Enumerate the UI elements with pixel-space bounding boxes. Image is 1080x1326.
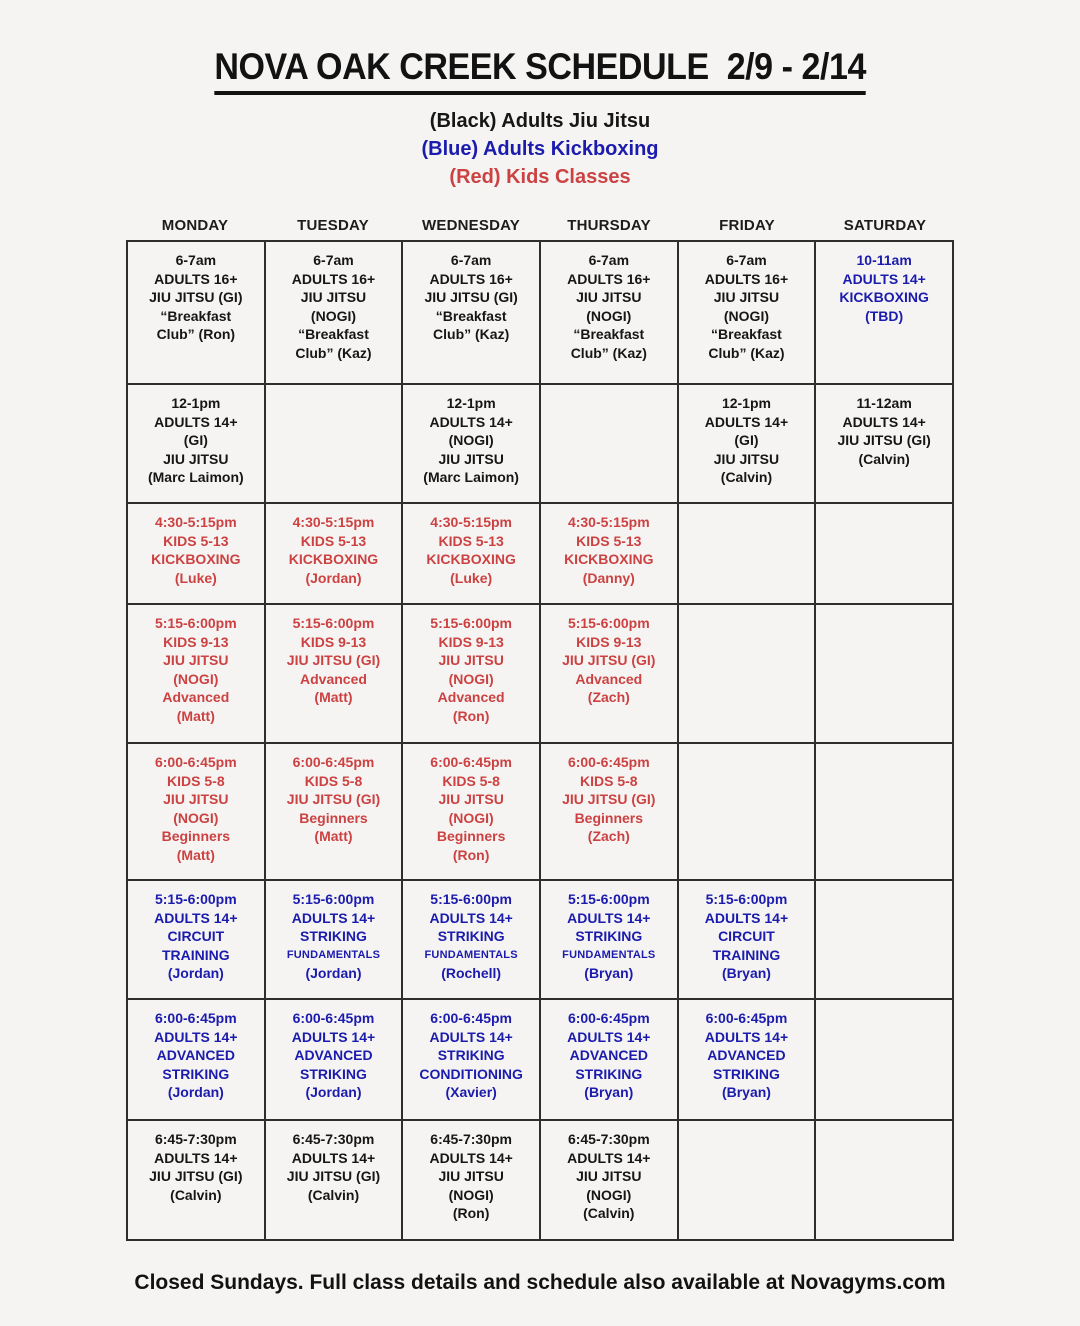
- empty-cell: [815, 999, 953, 1120]
- class-line: JIU JITSU: [163, 450, 229, 467]
- empty-cell: [265, 384, 403, 503]
- class-line: KIDS 5-8: [304, 772, 363, 789]
- class-line: FUNDAMENTALS: [286, 948, 381, 961]
- class-line: ADVANCED: [569, 1047, 648, 1063]
- class-line: (Bryan): [721, 1084, 771, 1100]
- class-line: JIU JITSU: [576, 289, 642, 305]
- class-line: KIDS 5-13: [300, 532, 367, 549]
- class-line: (Zach): [587, 689, 630, 705]
- class-line: STRIKING: [575, 1065, 643, 1082]
- class-line: (Xavier): [445, 1084, 497, 1100]
- class-cell: [678, 384, 816, 503]
- class-line: (Matt): [314, 828, 353, 844]
- class-line: 6:00-6:45pm: [705, 1010, 788, 1026]
- class-cell: [678, 241, 816, 384]
- class-line: ADULTS 14+: [429, 413, 513, 430]
- class-line: 6:00-6:45pm: [154, 1010, 237, 1026]
- class-line: Beginners: [436, 828, 506, 844]
- empty-cell: [678, 1120, 816, 1240]
- class-line: (Jordan): [305, 965, 362, 981]
- class-line: JIU JITSU (GI): [837, 432, 931, 448]
- class-line: (Bryan): [721, 965, 771, 981]
- class-line: ADULTS 14+: [154, 1028, 238, 1045]
- class-cell: [265, 880, 403, 999]
- class-cell: [540, 604, 678, 743]
- class-line: JIU JITSU (GI): [149, 1168, 243, 1184]
- class-cell: [402, 241, 540, 384]
- class-line: ADULTS 14+: [154, 1149, 238, 1166]
- legend: [0, 107, 1080, 191]
- schedule-row: [127, 1120, 953, 1240]
- class-line: JIU JITSU: [438, 652, 504, 668]
- class-cell: [127, 384, 265, 503]
- class-line: JIU JITSU: [163, 791, 229, 807]
- class-line: (NOGI): [173, 809, 219, 826]
- class-line: 6-7am: [588, 252, 630, 268]
- class-line: 6:00-6:45pm: [567, 754, 650, 770]
- class-cell: [265, 604, 403, 743]
- class-line: 5:15-6:00pm: [567, 891, 650, 907]
- schedule-row: [127, 880, 953, 999]
- class-line: STRIKING: [300, 1065, 367, 1082]
- day-label-saturday: SATURDAY: [843, 217, 927, 234]
- class-line: JIU JITSU: [576, 1168, 642, 1184]
- class-line: (NOGI): [448, 432, 494, 448]
- class-line: 5:15-6:00pm: [567, 615, 650, 631]
- class-line: 5:15-6:00pm: [705, 891, 788, 907]
- class-line: (NOGI): [448, 670, 494, 687]
- class-line: Advanced: [575, 670, 643, 687]
- class-line: “Breakfast: [160, 307, 232, 324]
- class-line: 6:45-7:30pm: [154, 1131, 237, 1147]
- class-cell: [815, 384, 953, 503]
- class-line: 6:00-6:45pm: [154, 754, 237, 770]
- empty-cell: [815, 1120, 953, 1240]
- class-line: KIDS 5-8: [442, 772, 500, 789]
- schedule-row: [127, 999, 953, 1120]
- class-line: JIU JITSU: [438, 791, 504, 807]
- class-line: 5:15-6:00pm: [292, 615, 375, 631]
- class-line: TRAINING: [161, 946, 230, 963]
- class-cell: [265, 503, 403, 604]
- class-line: STRIKING: [713, 1065, 780, 1082]
- class-line: ADULTS 14+: [842, 270, 926, 287]
- class-line: JIU JITSU: [300, 289, 367, 305]
- class-line: 5:15-6:00pm: [430, 615, 512, 631]
- class-line: (Jordan): [167, 1084, 224, 1100]
- class-line: ADULTS 14+: [842, 413, 926, 430]
- class-cell: [265, 999, 403, 1120]
- class-line: ADULTS 16+: [154, 270, 238, 287]
- class-line: (Zach): [587, 828, 630, 844]
- class-line: FUNDAMENTALS: [424, 948, 518, 961]
- class-cell: [127, 241, 265, 384]
- class-line: 6:45-7:30pm: [430, 1131, 512, 1147]
- schedule-row: [127, 604, 953, 743]
- day-label-tuesday: TUESDAY: [297, 217, 369, 234]
- class-line: “Breakfast: [573, 326, 645, 342]
- class-line: Club” (Kaz): [570, 344, 647, 361]
- class-line: KIDS 9-13: [438, 633, 504, 650]
- class-line: (Calvin): [170, 1186, 222, 1203]
- class-line: Club” (Ron): [156, 326, 236, 342]
- class-line: KICKBOXING: [839, 289, 929, 305]
- class-line: JIU JITSU (GI): [562, 791, 656, 807]
- class-line: Advanced: [162, 689, 230, 705]
- class-line: 6:45-7:30pm: [567, 1131, 650, 1147]
- class-cell: [402, 604, 540, 743]
- day-label-wednesday: WEDNESDAY: [422, 217, 520, 234]
- class-line: 4:30-5:15pm: [154, 514, 237, 530]
- class-line: ADULTS 14+: [567, 1149, 651, 1166]
- class-line: (NOGI): [448, 1186, 494, 1203]
- class-cell: [540, 503, 678, 604]
- class-line: KIDS 5-13: [163, 532, 229, 549]
- class-line: 10-11am: [856, 252, 912, 268]
- class-line: ADULTS 14+: [704, 413, 789, 430]
- class-cell: [402, 743, 540, 880]
- class-line: (Rochell): [441, 965, 502, 981]
- class-line: ADULTS 16+: [567, 270, 651, 287]
- class-cell: [127, 503, 265, 604]
- class-line: KIDS 5-13: [576, 532, 642, 549]
- class-line: (Jordan): [167, 965, 224, 981]
- class-line: Advanced: [437, 689, 505, 705]
- class-cell: [402, 1120, 540, 1240]
- class-line: “Breakfast: [298, 326, 369, 342]
- class-line: JIU JITSU: [163, 652, 229, 668]
- class-cell: [402, 384, 540, 503]
- class-cell: [540, 880, 678, 999]
- schedule-row: [127, 743, 953, 880]
- class-line: STRIKING: [575, 928, 643, 944]
- class-line: Club” (Kaz): [433, 326, 510, 342]
- title-wrap: [0, 46, 1080, 95]
- class-line: CONDITIONING: [419, 1065, 523, 1082]
- class-line: KICKBOXING: [564, 551, 654, 567]
- schedule-row: [127, 384, 953, 503]
- class-line: STRIKING: [162, 1065, 230, 1082]
- class-line: (Ron): [452, 846, 490, 863]
- class-line: 4:30-5:15pm: [292, 514, 375, 530]
- class-cell: [127, 743, 265, 880]
- class-line: KIDS 9-13: [163, 633, 229, 650]
- class-line: ADULTS 14+: [704, 909, 789, 926]
- class-line: “Breakfast: [711, 326, 782, 342]
- class-line: KIDS 5-8: [167, 772, 225, 789]
- class-line: JIU JITSU (GI): [286, 791, 381, 807]
- class-line: STRIKING: [300, 928, 367, 944]
- class-line: (Matt): [314, 689, 353, 705]
- class-line: ADVANCED: [156, 1047, 235, 1063]
- class-line: 6-7am: [726, 252, 767, 268]
- class-line: KIDS 9-13: [300, 633, 367, 650]
- class-line: 6:00-6:45pm: [292, 1010, 375, 1026]
- class-line: ADULTS 14+: [429, 909, 513, 926]
- class-line: (Bryan): [584, 965, 634, 981]
- class-line: (NOGI): [723, 307, 769, 324]
- class-line: “Breakfast: [435, 307, 507, 324]
- class-line: (NOGI): [586, 1186, 632, 1203]
- class-line: (Marc Laimon): [423, 469, 519, 485]
- class-line: STRIKING: [437, 1047, 505, 1063]
- day-header-row: [126, 217, 954, 240]
- class-line: JIU JITSU (GI): [286, 652, 381, 668]
- class-cell: [815, 241, 953, 384]
- class-line: 5:15-6:00pm: [430, 891, 512, 907]
- class-line: ADULTS 16+: [429, 270, 513, 287]
- class-line: (NOGI): [448, 809, 494, 826]
- empty-cell: [815, 743, 953, 880]
- class-line: 6:00-6:45pm: [430, 754, 512, 770]
- class-line: 6:00-6:45pm: [430, 1010, 512, 1026]
- class-line: JIU JITSU: [713, 450, 780, 467]
- class-line: (Ron): [452, 707, 490, 724]
- class-line: Beginners: [299, 809, 368, 826]
- class-line: (Jordan): [305, 569, 362, 586]
- class-cell: [402, 999, 540, 1120]
- class-line: ADULTS 14+: [154, 909, 238, 926]
- legend-item-kids-classes: (Red) Kids Classes: [449, 166, 631, 188]
- class-line: ADULTS 14+: [291, 1149, 376, 1166]
- empty-cell: [678, 743, 816, 880]
- schedule-poster: [0, 46, 1080, 1326]
- class-cell: [127, 999, 265, 1120]
- class-line: JIU JITSU (GI): [424, 289, 518, 305]
- empty-cell: [678, 604, 816, 743]
- class-line: ADULTS 14+: [154, 413, 238, 430]
- class-line: Beginners: [161, 828, 231, 844]
- class-line: 12-1pm: [721, 395, 771, 411]
- schedule-body: [127, 241, 953, 1240]
- class-line: (NOGI): [310, 307, 357, 324]
- class-line: (Ron): [452, 1205, 490, 1221]
- empty-cell: [540, 384, 678, 503]
- class-line: Club” (Kaz): [708, 344, 785, 361]
- class-line: ADULTS 16+: [704, 270, 789, 287]
- class-line: ADULTS 14+: [429, 1149, 513, 1166]
- class-line: 6-7am: [450, 252, 492, 268]
- day-label-friday: FRIDAY: [719, 217, 775, 234]
- class-line: KICKBOXING: [151, 551, 241, 567]
- class-line: ADULTS 14+: [291, 909, 376, 926]
- empty-cell: [815, 604, 953, 743]
- class-line: 4:30-5:15pm: [430, 514, 512, 530]
- class-line: JIU JITSU: [438, 450, 504, 467]
- class-line: JIU JITSU (GI): [562, 652, 656, 668]
- class-cell: [265, 1120, 403, 1240]
- class-line: JIU JITSU (GI): [149, 289, 243, 305]
- class-line: (GI): [734, 432, 759, 448]
- class-cell: [402, 880, 540, 999]
- class-line: ADULTS 14+: [567, 909, 651, 926]
- class-line: Club” (Kaz): [295, 344, 372, 361]
- class-line: JIU JITSU (GI): [286, 1168, 381, 1184]
- class-line: 4:30-5:15pm: [567, 514, 650, 530]
- class-line: 5:15-6:00pm: [292, 891, 375, 907]
- class-line: (Calvin): [307, 1186, 360, 1203]
- class-line: Beginners: [574, 809, 644, 826]
- class-line: (Calvin): [858, 450, 910, 467]
- class-line: FUNDAMENTALS: [562, 948, 656, 961]
- class-cell: [678, 999, 816, 1120]
- class-line: 12-1pm: [446, 395, 496, 411]
- class-line: 6-7am: [313, 252, 354, 268]
- class-line: ADULTS 14+: [567, 1028, 651, 1045]
- class-line: Advanced: [300, 670, 367, 687]
- class-line: (Luke): [450, 569, 493, 586]
- class-cell: [265, 743, 403, 880]
- class-line: 11-12am: [856, 395, 912, 411]
- class-line: CIRCUIT: [167, 928, 225, 944]
- class-line: 5:15-6:00pm: [154, 891, 237, 907]
- class-line: JIU JITSU: [713, 289, 780, 305]
- schedule-row: [127, 241, 953, 384]
- class-line: (Matt): [176, 707, 215, 724]
- class-line: ADVANCED: [707, 1047, 786, 1063]
- class-cell: [678, 880, 816, 999]
- page-title: NOVA OAK CREEK SCHEDULE 2/9 - 2/14: [214, 46, 866, 95]
- class-line: ADULTS 14+: [704, 1028, 789, 1045]
- class-cell: [540, 999, 678, 1120]
- class-line: (GI): [183, 432, 208, 448]
- class-line: (Jordan): [305, 1084, 362, 1100]
- class-cell: [540, 241, 678, 384]
- class-line: (Danny): [582, 569, 635, 586]
- class-line: ADVANCED: [294, 1047, 373, 1063]
- empty-cell: [815, 880, 953, 999]
- class-line: (Luke): [174, 569, 217, 586]
- footer-note: Closed Sundays. Full class details and schedule also available at Novagyms.com: [134, 1271, 946, 1294]
- class-line: 6-7am: [175, 252, 217, 268]
- class-line: STRIKING: [437, 928, 505, 944]
- day-label-monday: MONDAY: [161, 217, 229, 234]
- class-line: 6:00-6:45pm: [567, 1010, 650, 1026]
- class-cell: [402, 503, 540, 604]
- class-line: CIRCUIT: [718, 928, 775, 944]
- class-line: (Bryan): [584, 1084, 634, 1100]
- schedule-table: [126, 240, 954, 1241]
- class-cell: [127, 880, 265, 999]
- class-line: (NOGI): [173, 670, 219, 687]
- class-line: KICKBOXING: [426, 551, 516, 567]
- class-line: (NOGI): [586, 307, 632, 324]
- class-cell: [540, 1120, 678, 1240]
- class-line: 12-1pm: [171, 395, 221, 411]
- class-line: (Matt): [176, 846, 215, 863]
- class-line: ADULTS 14+: [429, 1028, 513, 1045]
- class-line: (Marc Laimon): [147, 469, 244, 485]
- class-line: (Calvin): [720, 469, 773, 485]
- class-line: KICKBOXING: [288, 551, 379, 567]
- empty-cell: [678, 503, 816, 604]
- class-cell: [540, 743, 678, 880]
- class-line: TRAINING: [712, 946, 781, 963]
- class-line: 6:45-7:30pm: [292, 1131, 375, 1147]
- legend-item-adults-jiu-jitsu: (Black) Adults Jiu Jitsu: [429, 110, 651, 132]
- class-line: KIDS 9-13: [576, 633, 642, 650]
- class-cell: [127, 1120, 265, 1240]
- class-line: (TBD): [865, 307, 904, 324]
- class-cell: [127, 604, 265, 743]
- class-line: 6:00-6:45pm: [292, 754, 375, 770]
- class-line: ADULTS 16+: [291, 270, 376, 287]
- class-cell: [265, 241, 403, 384]
- schedule-row: [127, 503, 953, 604]
- class-line: (Calvin): [583, 1205, 635, 1221]
- legend-item-adults-kickboxing: (Blue) Adults Kickboxing: [421, 138, 659, 160]
- class-line: ADULTS 14+: [291, 1028, 376, 1045]
- class-line: KIDS 5-8: [580, 772, 638, 789]
- class-line: KIDS 5-13: [438, 532, 504, 549]
- class-line: JIU JITSU: [438, 1168, 504, 1184]
- day-label-thursday: THURSDAY: [567, 217, 651, 234]
- empty-cell: [815, 503, 953, 604]
- class-line: 5:15-6:00pm: [154, 615, 237, 631]
